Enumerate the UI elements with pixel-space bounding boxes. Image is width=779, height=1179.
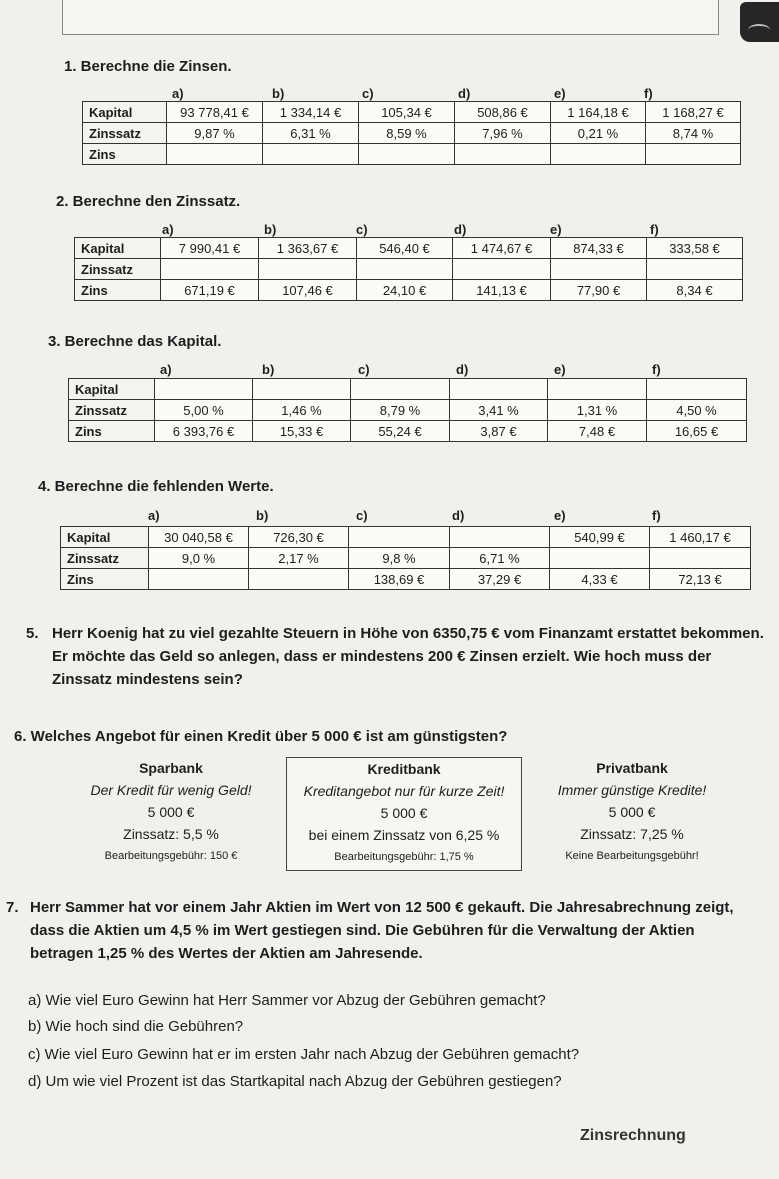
cell: 6,71 %	[450, 548, 550, 569]
answer-cell[interactable]	[551, 144, 646, 165]
cell: 1,31 %	[548, 400, 647, 421]
answer-cell[interactable]	[550, 548, 650, 569]
answer-cell[interactable]	[450, 527, 550, 548]
offer-fee: Bearbeitungsgebühr: 1,75 %	[334, 851, 474, 863]
task4-title: 4. Berechne die fehlenden Werte.	[38, 478, 274, 495]
letter-a: a)	[148, 508, 160, 523]
letter-a: a)	[162, 222, 174, 237]
cell: 8,59 %	[359, 123, 455, 144]
letter-f: f)	[652, 362, 661, 377]
letter-d: d)	[456, 362, 469, 377]
task5-text: Herr Koenig hat zu viel gezahlte Steuern in Höhe von 6350,75 € vom Finanzamt erstattet bekommen. Er möchte das Geld so anlegen, dass er mindestens 200 € Zinsen erzielt. Wie hoch muss der Zinssatz mindestens sein?	[52, 625, 764, 688]
letter-d: d)	[454, 222, 467, 237]
cell: 9,8 %	[349, 548, 450, 569]
row-label-zins: Zins	[61, 569, 149, 590]
task4-table	[60, 526, 751, 590]
cell: 540,99 €	[550, 527, 650, 548]
table-row	[61, 569, 751, 590]
task7-text: Herr Sammer hat vor einem Jahr Aktien im Wert von 12 500 € gekauft. Die Jahresabrechnung zeigt, dass die Aktien um 4,5 % im Wert gestiegen sind. Die Gebühren für die Verwaltung der Aktien betragen 1,25 % des Wertes der Aktien am Jahresende.	[30, 899, 734, 962]
cell: 3,87 €	[450, 421, 548, 442]
cell: 77,90 €	[551, 280, 647, 301]
answer-cell[interactable]	[167, 144, 263, 165]
task4-letters	[60, 508, 750, 522]
cell: 7,96 %	[455, 123, 551, 144]
cell: 6,31 %	[263, 123, 359, 144]
answer-cell[interactable]	[650, 548, 751, 569]
task2-title: 2. Berechne den Zinssatz.	[56, 193, 241, 210]
cell: 7,48 €	[548, 421, 647, 442]
cell: 72,13 €	[650, 569, 751, 590]
cell: 16,65 €	[647, 421, 747, 442]
letter-b: b)	[262, 362, 275, 377]
cell: 5,00 %	[155, 400, 253, 421]
row-label-zins: Zins	[83, 144, 167, 165]
cell: 1 334,14 €	[263, 102, 359, 123]
task2-table	[74, 237, 743, 301]
cell: 8,34 €	[647, 280, 743, 301]
table-row	[83, 144, 741, 165]
answer-cell[interactable]	[349, 527, 450, 548]
offer-amount: 5 000 €	[380, 805, 428, 821]
answer-cell[interactable]	[359, 144, 455, 165]
cell: 508,86 €	[455, 102, 551, 123]
offer-sparbank	[60, 757, 282, 869]
task6-title: 6. Welches Angebot für einen Kredit über 5 000 € ist am günstigsten?	[14, 728, 508, 745]
letter-e: e)	[554, 86, 566, 101]
cell: 546,40 €	[357, 238, 453, 259]
offer-rate: Zinssatz: 5,5 %	[123, 826, 219, 842]
table-row	[83, 123, 741, 144]
table-row	[83, 102, 741, 123]
table-row	[69, 400, 747, 421]
answer-cell[interactable]	[253, 379, 351, 400]
cell: 1 168,27 €	[646, 102, 741, 123]
row-label-zinssatz: Zinssatz	[61, 548, 149, 569]
task1-table	[82, 101, 741, 165]
answer-cell[interactable]	[161, 259, 259, 280]
table-row	[75, 280, 743, 301]
cell: 874,33 €	[551, 238, 647, 259]
table-row	[69, 421, 747, 442]
table-row	[61, 548, 751, 569]
cell: 1 164,18 €	[551, 102, 646, 123]
answer-cell[interactable]	[453, 259, 551, 280]
offer-slogan: Der Kredit für wenig Geld!	[90, 782, 252, 798]
cell: 3,41 %	[450, 400, 548, 421]
corner-tab	[740, 2, 779, 42]
offer-bank: Sparbank	[139, 760, 203, 776]
cell: 24,10 €	[357, 280, 453, 301]
offer-privatbank	[524, 757, 740, 869]
letter-c: c)	[356, 508, 368, 523]
answer-cell[interactable]	[450, 379, 548, 400]
answer-cell[interactable]	[647, 379, 747, 400]
cell: 333,58 €	[647, 238, 743, 259]
letter-e: e)	[554, 508, 566, 523]
letter-a: a)	[160, 362, 172, 377]
cell: 105,34 €	[359, 102, 455, 123]
cell: 1 474,67 €	[453, 238, 551, 259]
offer-kreditbank	[286, 757, 522, 871]
answer-cell[interactable]	[259, 259, 357, 280]
task1-letters	[82, 86, 740, 100]
letter-f: f)	[650, 222, 659, 237]
row-label-zinssatz: Zinssatz	[75, 259, 161, 280]
offer-rate: Zinssatz: 7,25 %	[580, 826, 684, 842]
cell: 4,33 €	[550, 569, 650, 590]
answer-cell[interactable]	[647, 259, 743, 280]
task3-table	[68, 378, 747, 442]
cell: 1 363,67 €	[259, 238, 357, 259]
cell: 8,79 %	[351, 400, 450, 421]
offer-fee: Keine Bearbeitungsgebühr!	[565, 850, 699, 862]
answer-cell[interactable]	[455, 144, 551, 165]
question-d: d) Um wie viel Prozent ist das Startkapital nach Abzug der Gebühren gestiegen?	[28, 1073, 562, 1090]
row-label-zins: Zins	[69, 421, 155, 442]
task3-title: 3. Berechne das Kapital.	[48, 333, 222, 350]
answer-cell[interactable]	[263, 144, 359, 165]
row-label-kapital: Kapital	[75, 238, 161, 259]
cell: 0,21 %	[551, 123, 646, 144]
task1-title: 1. Berechne die Zinsen.	[64, 58, 232, 75]
task2-letters	[74, 222, 742, 236]
answer-cell[interactable]	[155, 379, 253, 400]
cell: 37,29 €	[450, 569, 550, 590]
top-frame	[62, 0, 719, 35]
cell: 4,50 %	[647, 400, 747, 421]
row-label-kapital: Kapital	[61, 527, 149, 548]
offer-amount: 5 000 €	[147, 804, 195, 820]
question-a: a) Wie viel Euro Gewinn hat Herr Sammer vor Abzug der Gebühren gemacht?	[28, 992, 546, 1009]
cell: 671,19 €	[161, 280, 259, 301]
letter-c: c)	[356, 222, 368, 237]
letter-e: e)	[554, 362, 566, 377]
cell: 9,87 %	[167, 123, 263, 144]
task7	[6, 896, 746, 965]
offer-rate: bei einem Zinssatz von 6,25 %	[308, 827, 500, 843]
task7-number: 7.	[6, 899, 19, 916]
question-b: b) Wie hoch sind die Gebühren?	[28, 1018, 244, 1035]
letter-c: c)	[358, 362, 370, 377]
cell: 55,24 €	[351, 421, 450, 442]
offer-fee: Bearbeitungsgebühr: 150 €	[104, 850, 238, 862]
cell: 8,74 %	[646, 123, 741, 144]
row-label-kapital: Kapital	[83, 102, 167, 123]
letter-d: d)	[458, 86, 471, 101]
answer-cell[interactable]	[646, 144, 741, 165]
answer-cell[interactable]	[249, 569, 349, 590]
cell: 30 040,58 €	[149, 527, 249, 548]
letter-f: f)	[644, 86, 653, 101]
letter-b: b)	[272, 86, 285, 101]
table-row	[69, 379, 747, 400]
row-label-zins: Zins	[75, 280, 161, 301]
table-row	[61, 527, 751, 548]
letter-e: e)	[550, 222, 562, 237]
letter-f: f)	[652, 508, 661, 523]
letter-d: d)	[452, 508, 465, 523]
table-row	[75, 238, 743, 259]
offer-slogan: Kreditangebot nur für kurze Zeit!	[303, 783, 505, 799]
row-label-kapital: Kapital	[69, 379, 155, 400]
question-c: c) Wie viel Euro Gewinn hat er im ersten Jahr nach Abzug der Gebühren gemacht?	[28, 1046, 580, 1063]
letter-a: a)	[172, 86, 184, 101]
row-label-zinssatz: Zinssatz	[83, 123, 167, 144]
cell: 2,17 %	[249, 548, 349, 569]
footer-title: Zinsrechnung	[580, 1127, 686, 1144]
cell: 1,46 %	[253, 400, 351, 421]
letter-b: b)	[264, 222, 277, 237]
offer-bank: Kreditbank	[367, 761, 441, 777]
cell: 93 778,41 €	[167, 102, 263, 123]
cell: 6 393,76 €	[155, 421, 253, 442]
offer-slogan: Immer günstige Kredite!	[557, 782, 707, 798]
cell: 9,0 %	[149, 548, 249, 569]
task3-letters	[68, 362, 746, 376]
row-label-zinssatz: Zinssatz	[69, 400, 155, 421]
task5-number: 5.	[26, 625, 39, 642]
cell: 726,30 €	[249, 527, 349, 548]
cell: 107,46 €	[259, 280, 357, 301]
answer-cell[interactable]	[149, 569, 249, 590]
table-row	[75, 259, 743, 280]
letter-c: c)	[362, 86, 374, 101]
offer-amount: 5 000 €	[608, 804, 656, 820]
cell: 141,13 €	[453, 280, 551, 301]
letter-b: b)	[256, 508, 269, 523]
offers	[60, 757, 740, 872]
answer-cell[interactable]	[548, 379, 647, 400]
offer-bank: Privatbank	[596, 760, 668, 776]
answer-cell[interactable]	[551, 259, 647, 280]
answer-cell[interactable]	[351, 379, 450, 400]
cell: 1 460,17 €	[650, 527, 751, 548]
answer-cell[interactable]	[357, 259, 453, 280]
cell: 15,33 €	[253, 421, 351, 442]
cell: 7 990,41 €	[161, 238, 259, 259]
task5	[26, 622, 766, 691]
cell: 138,69 €	[349, 569, 450, 590]
